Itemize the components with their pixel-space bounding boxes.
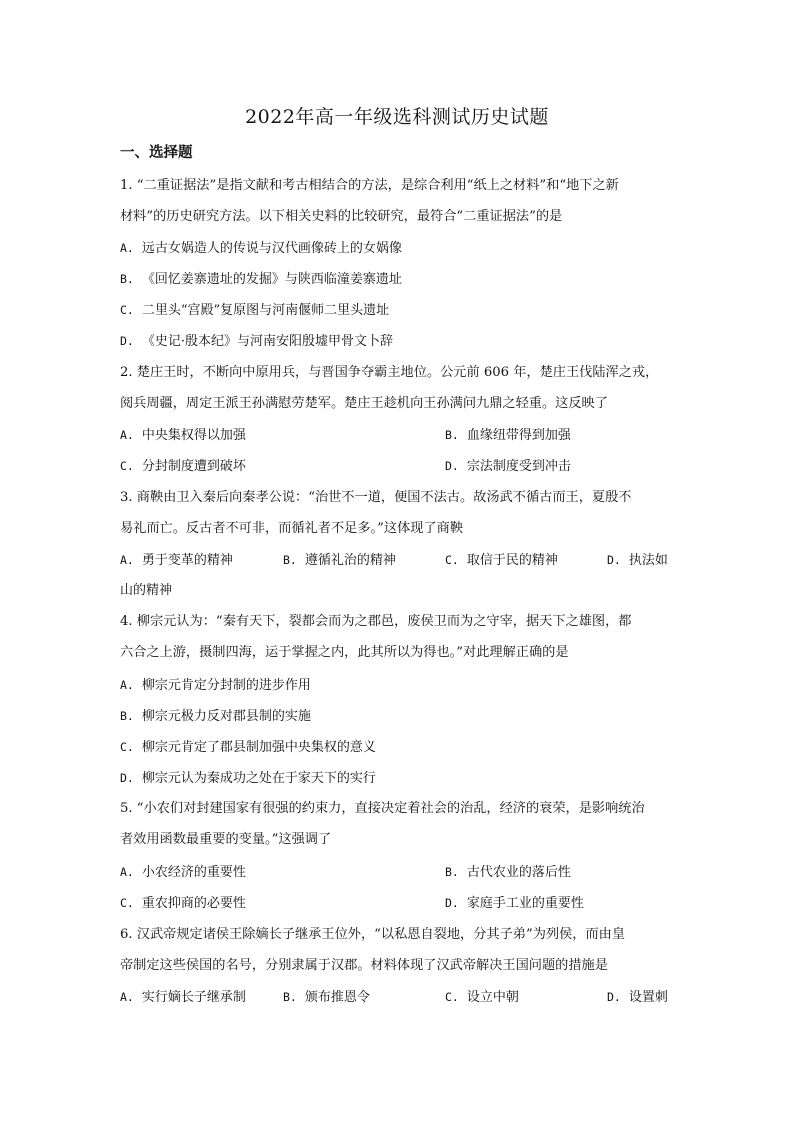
option-label: B. <box>445 428 459 442</box>
question-5-option-a <box>120 862 246 883</box>
option-text: 实行嫡长子继承制 <box>141 990 246 1005</box>
question-5-option-b <box>445 862 571 883</box>
question-3-option-a <box>120 550 233 571</box>
option-text: 古代农业的落后性 <box>466 865 571 880</box>
option-label: C. <box>120 896 134 910</box>
option-text: 柳宗元肯定分封制的进步作用 <box>141 678 311 693</box>
option-text: 颁布推恩令 <box>304 990 370 1005</box>
question-4-option-b <box>120 706 311 727</box>
question-5-option-c <box>120 893 246 914</box>
option-text: 柳宗元肯定了郡县制加强中央集权的意义 <box>141 740 376 755</box>
option-label: C. <box>120 459 134 473</box>
question-4-line-2: 六合之上游，摄制四海，运于掌握之内，此其所以为得也。”对此理解正确的是 <box>120 645 569 660</box>
question-3-line-1: 3. 商鞅由卫入秦后向秦孝公说：“治世不一道，便国不法古。故汤武不循古而王，夏殷不 <box>120 490 632 505</box>
option-text: 家庭手工业的重要性 <box>466 896 584 911</box>
question-3-option-c <box>445 550 558 571</box>
option-text: 设置刺 <box>628 990 668 1005</box>
question-4-option-d <box>120 768 376 789</box>
option-label: B. <box>283 553 297 567</box>
option-label: D. <box>445 896 459 910</box>
question-5-line-1: 5. “小农们对封建国家有很强的约束力，直接决定着社会的治乱，经济的衰荣，是影响统治 <box>120 801 645 816</box>
question-3-option-d <box>607 550 668 571</box>
option-text: 宗法制度受到冲击 <box>466 459 571 474</box>
question-6-line-1: 6. 汉武帝规定诸侯王除嫡长子继承王位外，“以私恩自裂地，分其子弟”为列侯，而由皇 <box>120 927 626 942</box>
option-text: 执法如 <box>628 553 668 568</box>
question-2-line-1: 2. 楚庄王时，不断向中原用兵，与晋国争夺霸主地位。公元前 606 年，楚庄王伐陆浑之戎， <box>120 365 659 380</box>
option-text: 设立中朝 <box>466 990 519 1005</box>
question-4-option-a <box>120 675 311 696</box>
option-label: D. <box>445 459 459 473</box>
question-1-option-d <box>120 331 393 352</box>
option-label: A. <box>120 553 134 567</box>
option-text: 重农抑商的必要性 <box>141 896 246 911</box>
question-1-option-b <box>120 269 402 290</box>
option-label: C. <box>120 740 134 754</box>
option-label: A. <box>120 990 134 1004</box>
option-text: 柳宗元认为秦成功之处在于家天下的实行 <box>141 771 376 786</box>
question-6-option-d <box>607 987 668 1008</box>
option-text: 小农经济的重要性 <box>141 865 246 880</box>
option-label: D. <box>120 334 134 348</box>
question-2-option-c <box>120 456 246 477</box>
option-text: 分封制度遭到破坏 <box>141 459 246 474</box>
option-label: B. <box>120 709 134 723</box>
option-label: B. <box>445 865 459 879</box>
question-2-line-2: 阅兵周疆，周定王派王孙满慰劳楚军。楚庄王趁机向王孙满问九鼎之轻重。这反映了 <box>120 396 608 411</box>
option-text: 二里头“宫殿”复原图与河南偃师二里头遗址 <box>141 303 390 318</box>
question-3-option-d-continued: 山的精神 <box>120 583 173 598</box>
question-6-option-c <box>445 987 519 1008</box>
question-4-option-c <box>120 737 376 758</box>
question-3-option-b <box>283 550 396 571</box>
document-title: 2022年高一年级选科测试历史试题 <box>245 106 549 128</box>
option-label: D. <box>120 771 134 785</box>
option-text: 远古女娲造人的传说与汉代画像砖上的女娲像 <box>141 241 402 256</box>
option-text: 《回忆姜寨遗址的发掘》与陕西临潼姜寨遗址 <box>141 272 402 287</box>
option-label: A. <box>120 865 134 879</box>
question-4-line-1: 4. 柳宗元认为：“秦有天下，裂都会而为之郡邑，废侯卫而为之守宰，据天下之雄图，都 <box>120 614 632 629</box>
question-1-option-a <box>120 238 402 259</box>
option-label: A. <box>120 241 134 255</box>
option-label: C. <box>120 303 134 317</box>
question-1-line-1: 1. “二重证据法”是指文献和考古相结合的方法，是综合利用“纸上之材料”和“地下之新 <box>120 178 619 193</box>
question-3-line-2: 易礼而亡。反古者不可非，而循礼者不足多。”这体现了商鞅 <box>120 521 464 536</box>
option-text: 取信于民的精神 <box>466 553 558 568</box>
option-label: A. <box>120 428 134 442</box>
option-label: B. <box>120 272 134 286</box>
option-text: 《史记·殷本纪》与河南安阳殷墟甲骨文卜辞 <box>141 334 393 349</box>
question-1-option-c <box>120 300 389 321</box>
option-label: C. <box>445 990 459 1004</box>
option-label: D. <box>607 553 621 567</box>
question-6-line-2: 帝制定这些侯国的名号，分别隶属于汉郡。材料体现了汉武帝解决王国问题的措施是 <box>120 958 608 973</box>
question-6-option-b <box>283 987 370 1008</box>
option-label: A. <box>120 678 134 692</box>
option-label: C. <box>445 553 459 567</box>
option-label: B. <box>283 990 297 1004</box>
question-5-line-2: 者效用函数最重要的变量。”这强调了 <box>120 832 332 847</box>
question-6-option-a <box>120 987 246 1008</box>
option-text: 柳宗元极力反对郡县制的实施 <box>141 709 311 724</box>
question-1-line-2: 材料”的历史研究方法。以下相关史料的比较研究，最符合“二重证据法”的是 <box>120 209 563 224</box>
question-2-option-d <box>445 456 571 477</box>
option-text: 遵循礼治的精神 <box>304 553 396 568</box>
option-label: D. <box>607 990 621 1004</box>
section-heading: 一、选择题 <box>120 145 193 161</box>
option-text: 勇于变革的精神 <box>141 553 233 568</box>
question-2-option-b <box>445 425 571 446</box>
option-text: 血缘纽带得到加强 <box>466 428 571 443</box>
question-5-option-d <box>445 893 584 914</box>
question-2-option-a <box>120 425 246 446</box>
option-text: 中央集权得以加强 <box>141 428 246 443</box>
